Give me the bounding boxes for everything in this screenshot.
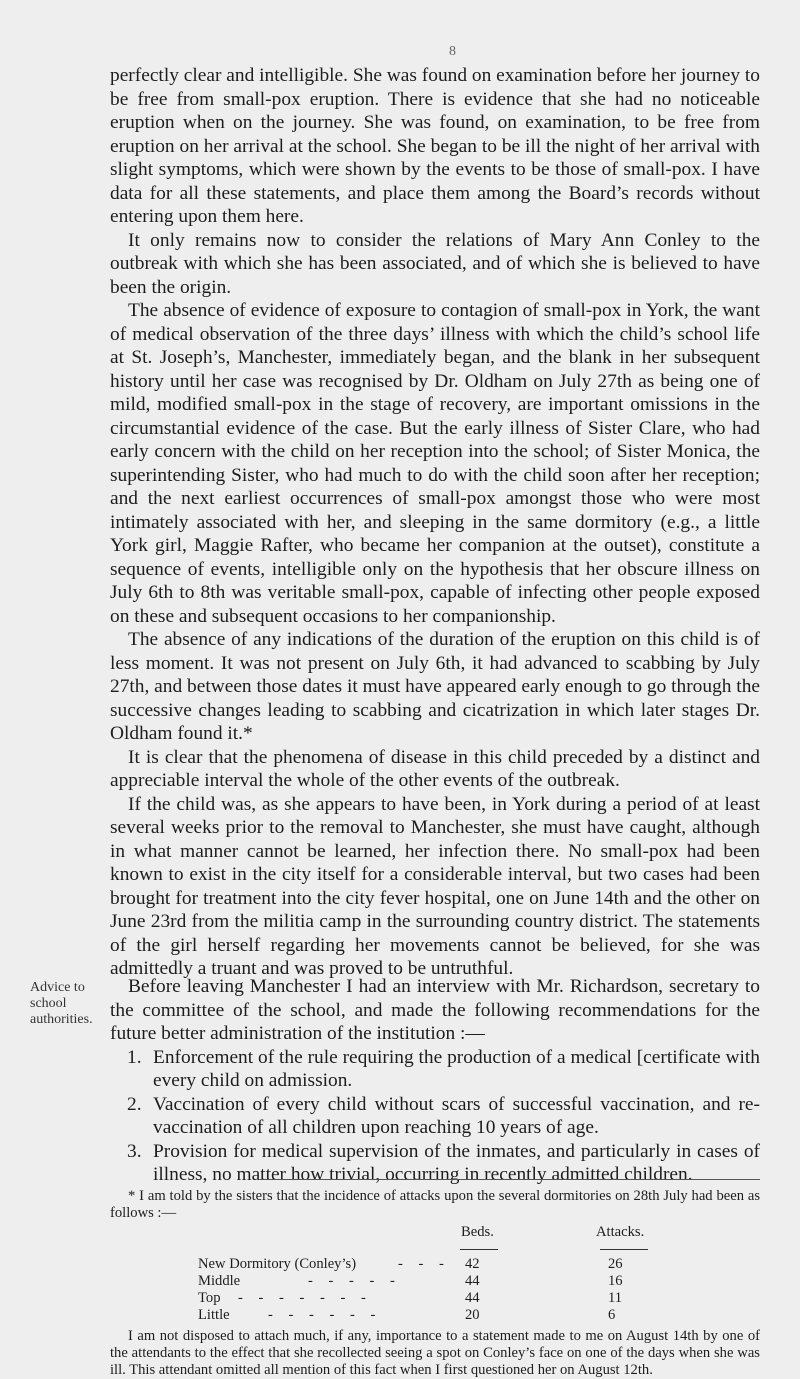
column-header-attacks: Attacks. bbox=[596, 1224, 645, 1240]
beds-value: 42 bbox=[465, 1256, 480, 1272]
dormitory-name: Middle bbox=[198, 1273, 241, 1289]
item-number: 3. bbox=[127, 1140, 142, 1162]
item-text: Enforcement of the rule requiring the production of a medical [certificate with every child on admission. bbox=[153, 1046, 760, 1091]
attacks-value: 16 bbox=[608, 1273, 623, 1289]
footnote-intro: * I am told by the sisters that the incidence of attacks upon the several dormitories on 28th July had been as follows :— bbox=[110, 1188, 760, 1221]
beds-value: 44 bbox=[465, 1273, 480, 1289]
advice-intro: Before leaving Manchester I had an interview with Mr. Richardson, secretary to the committee of the school, and made the following recommendations for the future better administration of the institution :— bbox=[110, 976, 760, 1044]
column-header-beds: Beds. bbox=[461, 1224, 494, 1240]
paragraph: It only remains now to consider the relations of Mary Ann Conley to the outbreak with which she has been associated, and of which she is believed to have been the origin. bbox=[110, 229, 760, 298]
paragraph: It is clear that the phenomena of disease in this child preceded by a distinct and appreciable interval the whole of the other events of the outbreak. bbox=[110, 746, 760, 791]
attacks-value: 26 bbox=[608, 1256, 623, 1272]
item-number: 1. bbox=[127, 1046, 142, 1068]
paragraph: The absence of any indications of the duration of the eruption on this child is of less moment. It was not present on July 6th, it had advanced to scabbing by July 27th, and between those dates it must have appeared early enough to go through the successive changes leading to scabbing and cicatrization in which later stages Dr. Oldham found it.* bbox=[110, 629, 760, 744]
beds-value: 20 bbox=[465, 1307, 480, 1323]
leader-dots: - - - - - - bbox=[268, 1307, 382, 1323]
recommendation-item bbox=[110, 1046, 760, 1093]
paragraph: The absence of evidence of exposure to contagion of small-pox in York, the want of medical observation of the three days’ illness with which the child’s school life at St. Joseph’s, Manchester, immediately began, and the blank in her subsequent history until her case was recognised by Dr. Oldham on July 27th as being one of mild, modified small-pox in the stage of recovery, are important omissions in the circumstantial evidence of the case. But the early illness of Sister Clare, who had early concern with the child on her reception into the school; of Sister Monica, the superintending Sister, who had much to do with the child soon after her reception; and the next earliest occurrences of small-pox amongst those who were most intimately associated with her, and sleeping in the same dormitory (e.g., a little York girl, Maggie Rafter, who became her companion at the outset), constitute a sequence of events, intelligible only on the hypothesis that her obscure illness on July 6th to 8th was veritable small-pox, capable of infecting other people exposed on these and subsequent occasions to her companionship. bbox=[110, 300, 760, 627]
footnote-closing: I am not disposed to attach much, if any, importance to a statement made to me on August 14th by one of the attendants to the effect that she recollected seeing a spot on Conley’s face on one of the days when she was ill. This attendant omitted all mention of this fact when I first questioned her on August 12th. bbox=[110, 1328, 760, 1378]
main-text bbox=[110, 64, 760, 981]
item-text: Vaccination of every child without scars of successful vaccination, and re-vaccination of all children upon reaching 10 years of age. bbox=[153, 1093, 760, 1138]
footnote-divider bbox=[260, 1179, 760, 1180]
table-row bbox=[198, 1307, 758, 1324]
header-underline bbox=[600, 1249, 648, 1250]
leader-dots: - - - bbox=[398, 1256, 450, 1272]
dormitory-name: Top bbox=[198, 1290, 221, 1306]
recommendation-list bbox=[110, 1046, 760, 1187]
leader-dots: - - - - - bbox=[308, 1273, 401, 1289]
table-row bbox=[198, 1290, 758, 1307]
header-underline bbox=[460, 1249, 498, 1250]
attacks-value: 11 bbox=[608, 1290, 623, 1306]
dormitory-name: New Dormitory (Conley’s) bbox=[198, 1256, 357, 1272]
leader-dots: - - - - - - - bbox=[238, 1290, 372, 1306]
margin-note: Advice to school authorities. bbox=[30, 980, 93, 1027]
dormitory-table bbox=[110, 1224, 760, 1324]
page-number: 8 bbox=[449, 44, 456, 59]
dormitory-name: Little bbox=[198, 1307, 230, 1323]
attacks-value: 6 bbox=[608, 1307, 616, 1323]
footnote bbox=[110, 1188, 760, 1379]
paragraph: If the child was, as she appears to have been, in York during a period of at least several weeks prior to the removal to Manchester, she must have caught, although in what manner cannot be learned, her infection there. No small-pox had been known to exist in the city itself for a considerable interval, but two cases had been brought for treatment into the city fever hospital, one on June 14th and the other on June 23rd from the militia camp in the surrounding country district. The statements of the girl herself regarding her movements cannot be believed, for she was admittedly a truant and was proved to be untruthful. bbox=[110, 793, 760, 979]
table-row bbox=[198, 1256, 758, 1273]
paragraph: perfectly clear and intelligible. She was found on examination before her journey to be free from small-pox eruption. There is evidence that she had no noticeable eruption when on the journey. She was found, on examination, to be free from eruption on her arrival at the school. She began to be ill the night of her arrival with slight symptoms, which were shown by the events to be those of small-pox. I have data for all these statements, and place them among the Board’s records without entering upon them here. bbox=[110, 65, 760, 227]
item-text: Provision for medical supervision of the inmates, and particularly in cases of illness, no matter how trivial, occurring in recently admitted children. bbox=[153, 1140, 760, 1185]
advice-section bbox=[110, 975, 760, 1187]
table-row bbox=[198, 1273, 758, 1290]
item-number: 2. bbox=[127, 1093, 142, 1115]
beds-value: 44 bbox=[465, 1290, 480, 1306]
recommendation-item bbox=[110, 1093, 760, 1140]
